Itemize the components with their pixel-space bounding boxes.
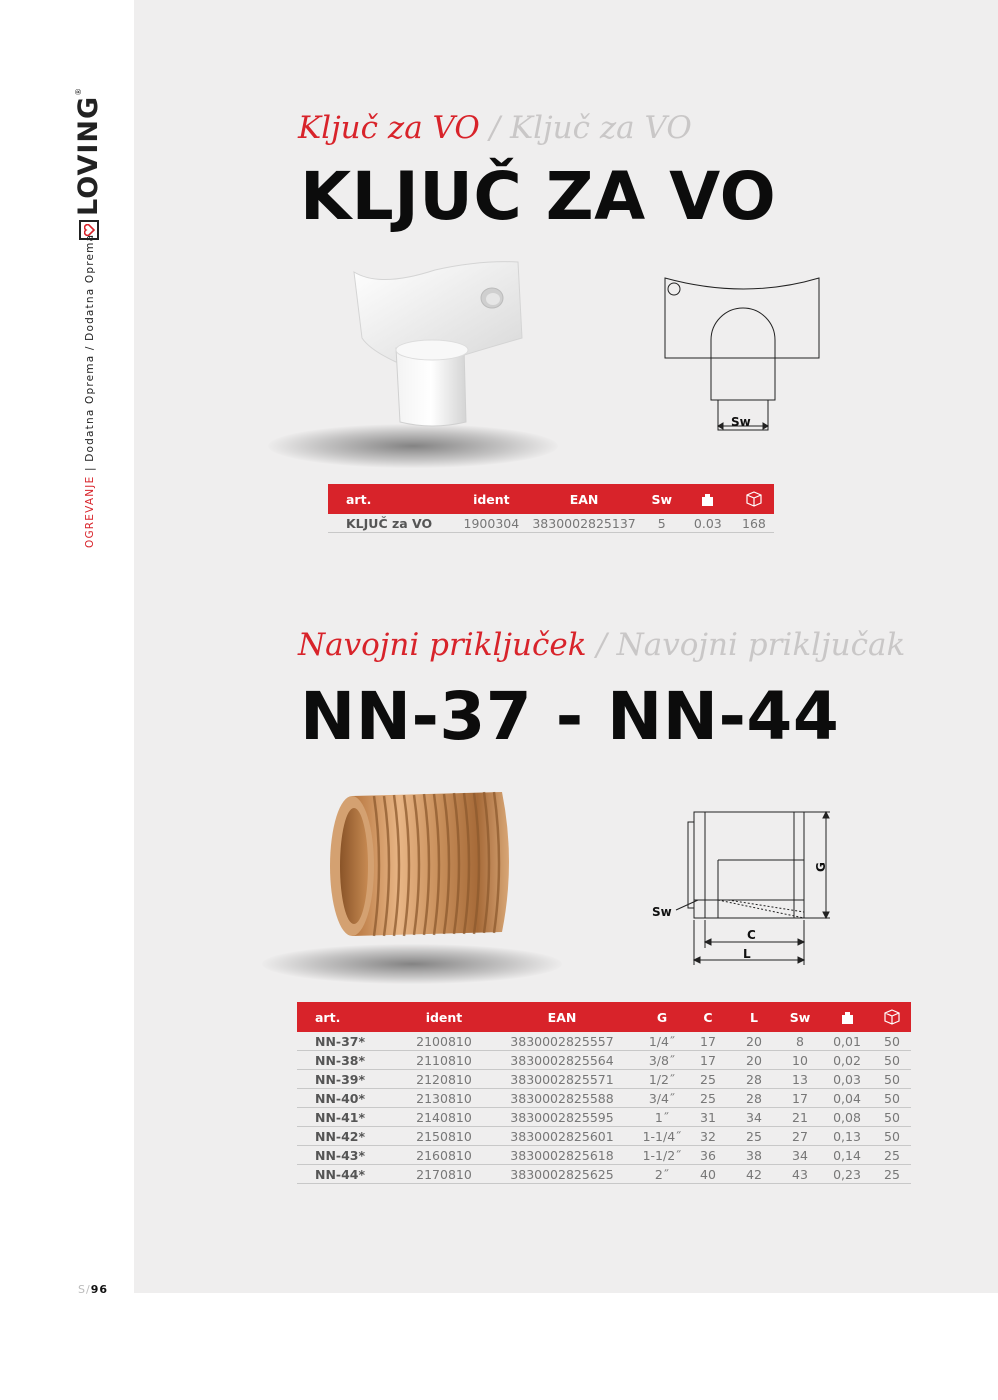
product1-spec-table [328, 484, 774, 533]
cell-sw: 43 [779, 1165, 821, 1184]
cell-ean: 3830002825588 [487, 1089, 637, 1108]
col-l: L [729, 1002, 779, 1032]
cell-sw: 13 [779, 1070, 821, 1089]
product2-spec-table [297, 1002, 911, 1184]
cell-g: 3/8˝ [637, 1051, 687, 1070]
cell-weight: 0,02 [821, 1051, 873, 1070]
cell-ean: 3830002825601 [487, 1127, 637, 1146]
cell-sw: 8 [779, 1032, 821, 1051]
table-row [328, 514, 774, 533]
cell-ident: 2160810 [401, 1146, 487, 1165]
cell-ident: 2150810 [401, 1127, 487, 1146]
cell-weight: 0,03 [821, 1070, 873, 1089]
table-row [297, 1089, 911, 1108]
table-row [297, 1051, 911, 1070]
sw-dimension-label: Sw [652, 905, 672, 919]
weight-icon [841, 1011, 854, 1025]
cell-g: 3/4˝ [637, 1089, 687, 1108]
section-separator: | [84, 461, 96, 476]
trademark: ® [74, 87, 83, 96]
cell-pack: 168 [734, 514, 774, 533]
table-row [297, 1108, 911, 1127]
brand-name: LOVING [73, 95, 104, 216]
g-dimension-label: G [814, 862, 828, 872]
cell-c: 17 [687, 1051, 729, 1070]
product2-subtitle-gray: Navojni priključak [616, 627, 906, 663]
cell-c: 25 [687, 1089, 729, 1108]
col-g: G [637, 1002, 687, 1032]
product1-title: KLJUČ ZA VO [300, 158, 777, 235]
cell-ident: 2170810 [401, 1165, 487, 1184]
cell-c: 17 [687, 1032, 729, 1051]
cell-weight: 0,01 [821, 1032, 873, 1051]
page-prefix: S/ [78, 1283, 91, 1296]
col-c: C [687, 1002, 729, 1032]
cell-art: NN-38* [297, 1051, 401, 1070]
cell-weight: 0,13 [821, 1127, 873, 1146]
section-name: OGREVANJE [84, 475, 96, 548]
l-dimension-label: L [743, 947, 751, 961]
sw-dimension-label: Sw [731, 415, 751, 429]
table-row [297, 1165, 911, 1184]
col-weight [821, 1002, 873, 1032]
table-header-row [297, 1002, 911, 1032]
cell-sw: 5 [642, 514, 682, 533]
cell-pack: 50 [873, 1108, 911, 1127]
section-label [84, 234, 96, 548]
table-row [297, 1070, 911, 1089]
col-weight [682, 484, 734, 514]
cell-art: NN-44* [297, 1165, 401, 1184]
product2-photo-shadow [262, 944, 562, 984]
cell-g: 1-1/2˝ [637, 1146, 687, 1165]
nipple-technical-drawing [648, 800, 843, 970]
category-name: Dodatna Oprema / Dodatna Oprema [84, 233, 96, 462]
col-ean: EAN [526, 484, 641, 514]
cell-c: 40 [687, 1165, 729, 1184]
cell-pack: 50 [873, 1070, 911, 1089]
cell-ean: 3830002825625 [487, 1165, 637, 1184]
cell-g: 1-1/4˝ [637, 1127, 687, 1146]
col-sw: Sw [779, 1002, 821, 1032]
page-number-value: 96 [90, 1283, 109, 1296]
cell-l: 25 [729, 1127, 779, 1146]
page-number [78, 1283, 108, 1296]
cell-weight: 0,04 [821, 1089, 873, 1108]
product1-subtitle [298, 110, 692, 146]
threaded-nipple-photo [326, 784, 516, 944]
col-art: art. [328, 484, 456, 514]
key-technical-drawing [655, 268, 835, 436]
cell-sw: 17 [779, 1089, 821, 1108]
cell-weight: 0,23 [821, 1165, 873, 1184]
cell-ean: 3830002825571 [487, 1070, 637, 1089]
key-photo [340, 258, 530, 434]
cell-sw: 27 [779, 1127, 821, 1146]
cell-ean: 3830002825618 [487, 1146, 637, 1165]
bottom-margin [0, 1293, 998, 1400]
product2-subtitle-sep: / [586, 627, 617, 663]
cell-l: 28 [729, 1070, 779, 1089]
col-ident: ident [456, 484, 526, 514]
col-ean: EAN [487, 1002, 637, 1032]
cell-ident: 1900304 [456, 514, 526, 533]
cell-ident: 2120810 [401, 1070, 487, 1089]
product2-subtitle-red: Navojni priključek [298, 627, 587, 663]
product1-subtitle-red: Ključ za VO [298, 110, 480, 146]
product2-table-body [297, 1032, 911, 1184]
cell-weight: 0,08 [821, 1108, 873, 1127]
cell-art: NN-39* [297, 1070, 401, 1089]
cell-c: 36 [687, 1146, 729, 1165]
cell-g: 1/4˝ [637, 1032, 687, 1051]
cell-ident: 2140810 [401, 1108, 487, 1127]
brand-logo [74, 88, 104, 240]
col-package [734, 484, 774, 514]
cell-ean: 3830002825564 [487, 1051, 637, 1070]
cell-l: 34 [729, 1108, 779, 1127]
cell-l: 38 [729, 1146, 779, 1165]
cell-pack: 50 [873, 1127, 911, 1146]
table-row [297, 1032, 911, 1051]
col-art: art. [297, 1002, 401, 1032]
cell-g: 1˝ [637, 1108, 687, 1127]
cell-ident: 2130810 [401, 1089, 487, 1108]
table-row [297, 1127, 911, 1146]
cell-art: NN-37* [297, 1032, 401, 1051]
cell-weight: 0,14 [821, 1146, 873, 1165]
cell-art: NN-42* [297, 1127, 401, 1146]
weight-icon [701, 493, 714, 507]
cell-ident: 2100810 [401, 1032, 487, 1051]
cell-pack: 50 [873, 1051, 911, 1070]
product1-subtitle-sep: / [479, 110, 510, 146]
cell-l: 28 [729, 1089, 779, 1108]
product1-subtitle-gray: Ključ za VO [509, 110, 692, 146]
cell-c: 31 [687, 1108, 729, 1127]
cell-l: 42 [729, 1165, 779, 1184]
cell-weight: 0.03 [682, 514, 734, 533]
cell-art: KLJUČ za VO [328, 514, 456, 533]
product2-subtitle [298, 627, 905, 663]
cell-pack: 50 [873, 1089, 911, 1108]
col-package [873, 1002, 911, 1032]
package-box-icon [884, 1009, 900, 1025]
package-box-icon [746, 491, 762, 507]
cell-art: NN-41* [297, 1108, 401, 1127]
cell-pack: 25 [873, 1165, 911, 1184]
product2-title: NN-37 - NN-44 [300, 678, 840, 755]
cell-c: 32 [687, 1127, 729, 1146]
cell-g: 2˝ [637, 1165, 687, 1184]
cell-ident: 2110810 [401, 1051, 487, 1070]
cell-l: 20 [729, 1032, 779, 1051]
cell-c: 25 [687, 1070, 729, 1089]
table-header-row [328, 484, 774, 514]
cell-ean: 3830002825595 [487, 1108, 637, 1127]
col-ident: ident [401, 1002, 487, 1032]
c-dimension-label: C [747, 928, 756, 942]
cell-sw: 10 [779, 1051, 821, 1070]
cell-l: 20 [729, 1051, 779, 1070]
cell-pack: 25 [873, 1146, 911, 1165]
cell-art: NN-40* [297, 1089, 401, 1108]
cell-sw: 34 [779, 1146, 821, 1165]
cell-g: 1/2˝ [637, 1070, 687, 1089]
col-sw: Sw [642, 484, 682, 514]
cell-ean: 3830002825557 [487, 1032, 637, 1051]
table-row [297, 1146, 911, 1165]
cell-pack: 50 [873, 1032, 911, 1051]
sidebar [0, 0, 134, 1295]
cell-art: NN-43* [297, 1146, 401, 1165]
cell-sw: 21 [779, 1108, 821, 1127]
cell-ean: 3830002825137 [526, 514, 641, 533]
